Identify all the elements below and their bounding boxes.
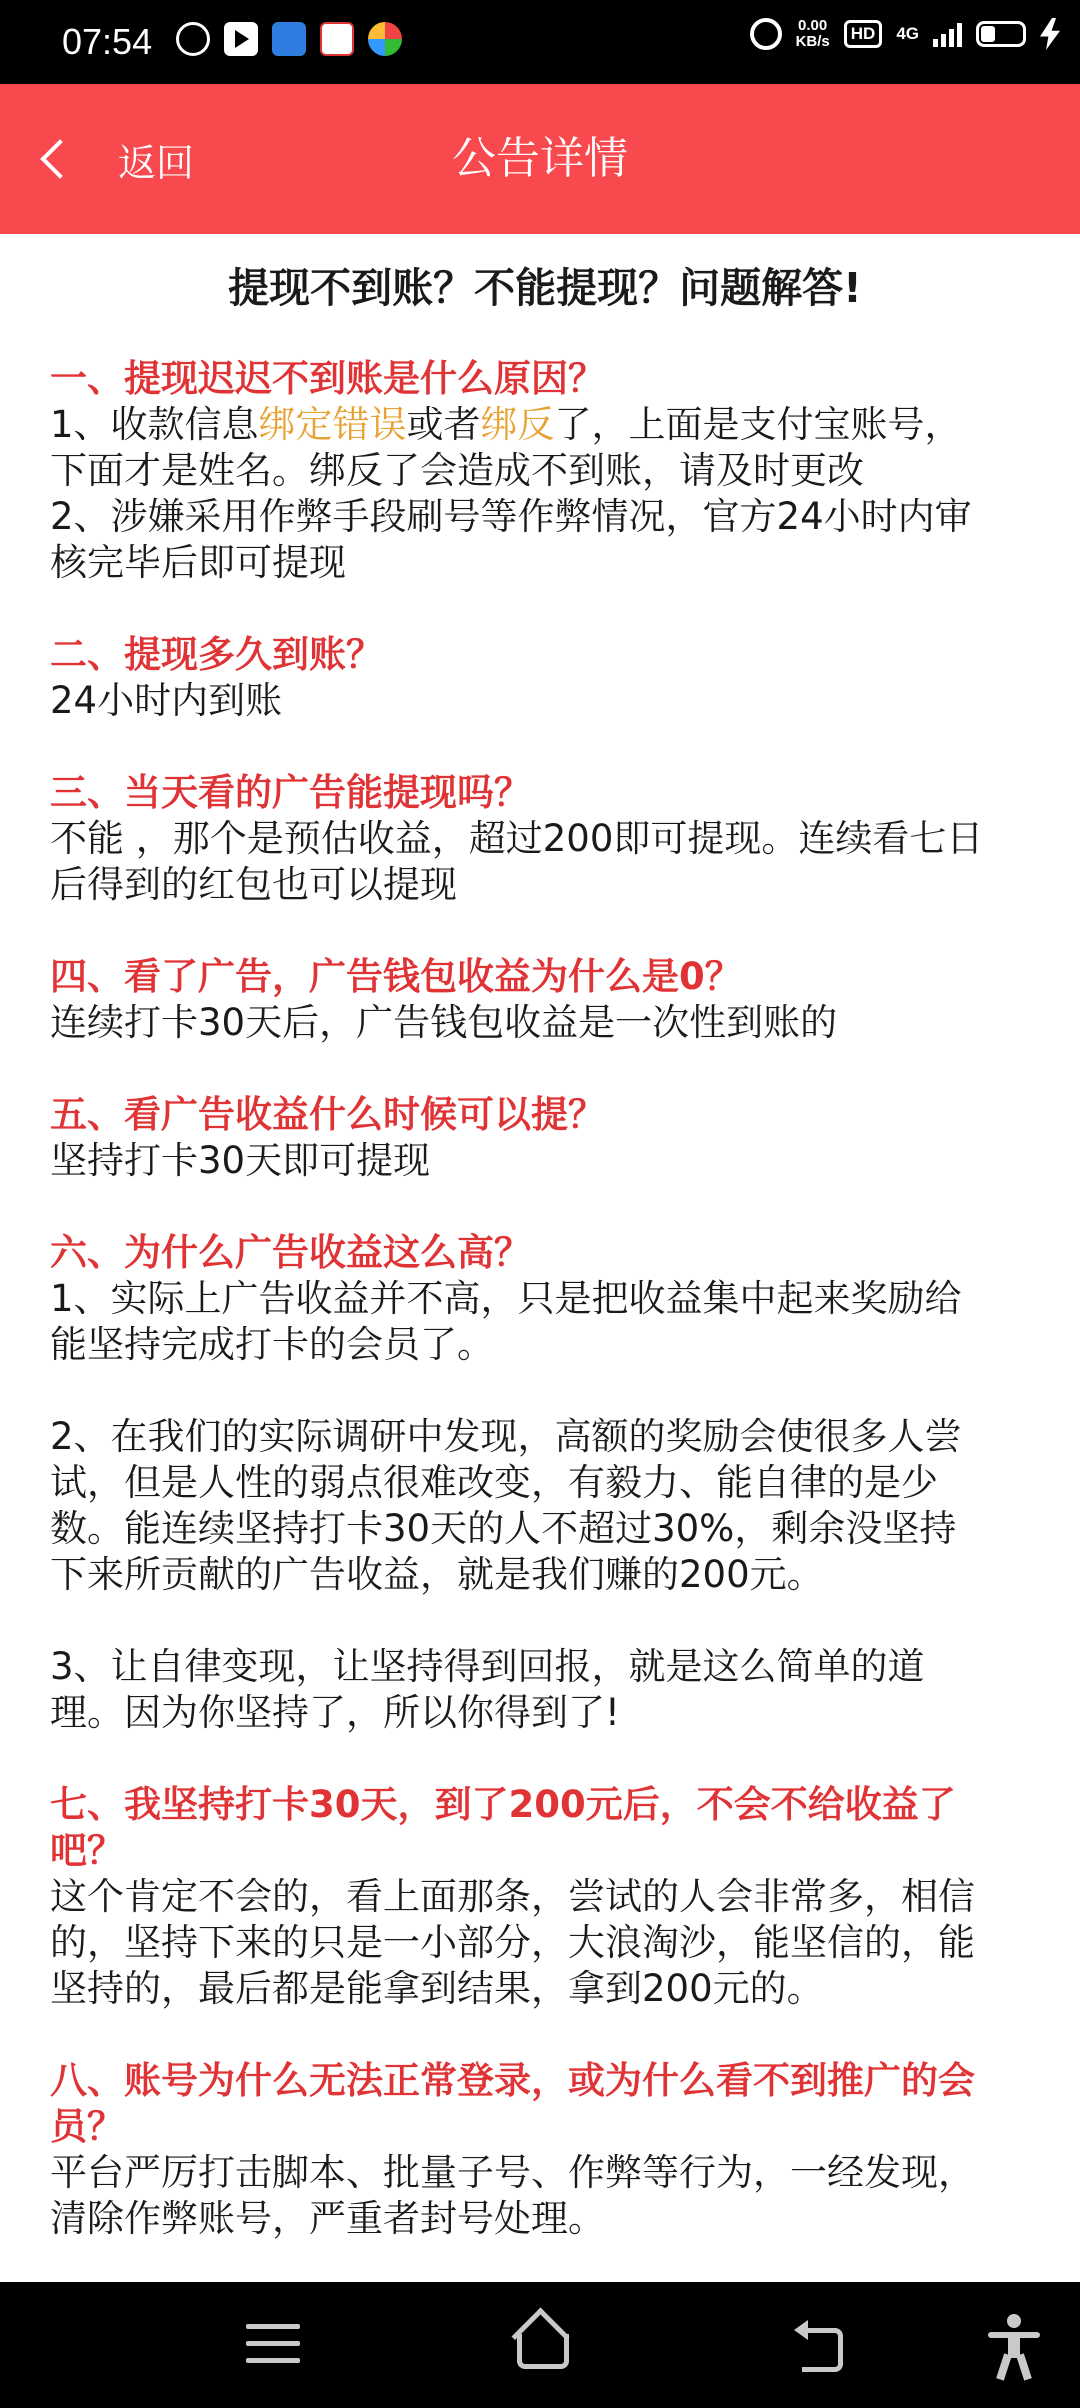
status-time: 07:54 — [62, 21, 153, 62]
question-4: 四、看了广告，广告钱包收益为什么是0？ — [50, 955, 742, 998]
question-3: 三、当天看的广告能提现吗？ — [50, 771, 531, 814]
answer-6-line: 能坚持完成打卡的会员了。 — [50, 1323, 494, 1366]
answer-text: 或者 — [406, 403, 481, 446]
question-6: 六、为什么广告收益这么高？ — [50, 1231, 531, 1274]
answer-6-line: 理。因为你坚持了，所以你得到了! — [50, 1691, 620, 1734]
answer-text: 了，上面是支付宝账号， — [554, 403, 962, 446]
status-bar — [0, 0, 1080, 84]
system-nav-bar — [0, 2282, 1080, 2408]
news-app-icon — [320, 22, 354, 56]
notification-icons — [176, 22, 402, 56]
system-indicators — [750, 18, 1060, 50]
question-8: 员？ — [50, 2105, 124, 2148]
browser-app-icon — [368, 22, 402, 56]
answer-1-line: 核完毕后即可提现 — [50, 541, 346, 584]
question-7: 七、我坚持打卡30天，到了200元后，不会不给收益了 — [50, 1783, 956, 1826]
battery-icon — [976, 21, 1026, 47]
answer-7-line: 的，坚持下来的只是一小部分，大浪淘沙，能坚信的，能 — [50, 1921, 975, 1964]
network-type: 4G — [896, 24, 919, 43]
accessibility-icon[interactable] — [980, 2312, 1050, 2382]
app-header — [0, 84, 1080, 234]
question-1: 一、提现迟迟不到账是什么原因？ — [50, 357, 605, 400]
question-2: 二、提现多久到账？ — [50, 633, 383, 676]
answer-1-line — [50, 402, 1040, 448]
answer-2: 24小时内到账 — [50, 679, 283, 722]
page-title: 公告详情 — [452, 133, 628, 184]
highlight-text: 绑定错误 — [258, 403, 407, 446]
question-7: 吧？ — [50, 1829, 124, 1872]
answer-text: 1、收款信息 — [50, 403, 259, 446]
answer-6-line: 2、在我们的实际调研中发现，高额的奖励会使很多人尝 — [50, 1415, 962, 1458]
home-icon[interactable] — [505, 2312, 575, 2382]
menu-icon[interactable] — [238, 2312, 308, 2382]
answer-6-line: 数。能连续坚持打卡30天的人不超过30%，剩余没坚持 — [50, 1507, 957, 1550]
net-speed — [796, 18, 830, 50]
question-5: 五、看广告收益什么时候可以提？ — [50, 1093, 605, 1136]
answer-7-line: 这个肯定不会的，看上面那条，尝试的人会非常多，相信 — [50, 1875, 975, 1918]
answer-7-line: 坚持的，最后都是能拿到结果，拿到200元的。 — [50, 1967, 824, 2010]
answer-4: 连续打卡30天后，广告钱包收益是一次性到账的 — [50, 1001, 838, 1044]
question-8: 八、账号为什么无法正常登录，或为什么看不到推广的会 — [50, 2059, 975, 2102]
signal-icon — [933, 21, 962, 47]
alarm-icon — [750, 18, 782, 50]
back-nav-icon[interactable] — [790, 2312, 860, 2382]
answer-5: 坚持打卡30天即可提现 — [50, 1139, 431, 1182]
answer-1-line: 下面才是姓名。绑反了会造成不到账，请及时更改 — [50, 449, 864, 492]
back-label: 返回 — [118, 140, 195, 185]
announcement-content — [50, 232, 1040, 2242]
answer-1-line: 2、涉嫌采用作弊手段刷号等作弊情况，官方24小时内审 — [50, 495, 972, 538]
net-speed-unit: KB/s — [795, 33, 830, 50]
cloud-chat-icon — [176, 22, 210, 56]
net-speed-value: 0.00 — [798, 17, 828, 34]
article-title: 提现不到账？不能提现？问题解答! — [228, 264, 862, 312]
highlight-text: 绑反 — [480, 403, 555, 446]
answer-6-line: 3、让自律变现，让坚持得到回报，就是这么简单的道 — [50, 1645, 925, 1688]
answer-6-line: 1、实际上广告收益并不高，只是把收益集中起来奖励给 — [50, 1277, 962, 1320]
answer-6-line: 下来所贡献的广告收益，就是我们赚的200元。 — [50, 1553, 824, 1596]
answer-3-line: 后得到的红包也可以提现 — [50, 863, 457, 906]
answer-8-line: 平台严厉打击脚本、批量子号、作弊等行为，一经发现， — [50, 2151, 975, 2194]
answer-3-line: 不能 ，那个是预估收益，超过200即可提现。连续看七日 — [50, 817, 984, 860]
charging-icon — [1040, 18, 1060, 50]
answer-8-line: 清除作弊账号，严重者封号处理。 — [50, 2197, 605, 2240]
app-notification-icon — [272, 22, 306, 56]
hd-icon: HD — [844, 20, 883, 48]
video-app-icon — [224, 22, 258, 56]
answer-6-line: 试，但是人性的弱点很难改变，有毅力、能自律的是少 — [50, 1461, 938, 1504]
